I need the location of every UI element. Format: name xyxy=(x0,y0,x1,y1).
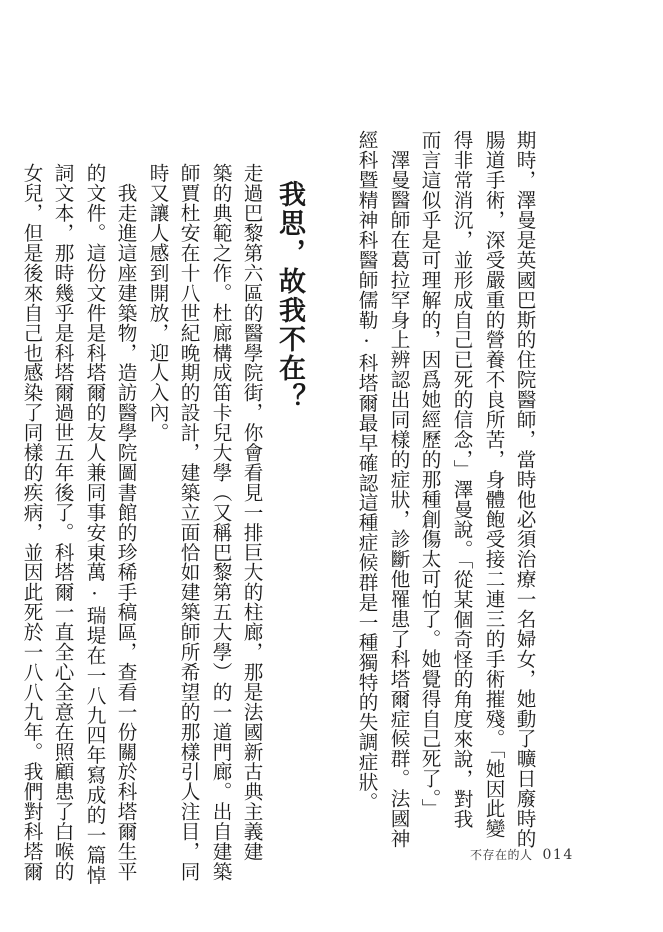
text-column: 我走進這座建築物，造訪醫學院圖書館的珍稀手稿區，查看一份關於科塔爾生平 xyxy=(114,163,137,882)
text-column: 腸道手術，深受嚴重的營養不良所苦，身體飽受接二連三的手術摧殘。「她因此變 xyxy=(482,130,505,839)
text-column: 的文件。這份文件是科塔爾的友人兼同事安東萬·瑞堤在一八九四年寫成的一篇悼 xyxy=(83,163,106,885)
page-footer xyxy=(470,846,574,863)
text-column: 走過巴黎第六區的醫學院街，你會看見一排巨大的柱廊，那是法國新古典主義建 xyxy=(240,163,263,862)
text-column: 澤曼醫師在葛拉罕身上辨認出同樣的症狀，診斷他罹患了科塔爾症候群。法國神 xyxy=(387,130,410,849)
section-heading: 我思，故我不在？ xyxy=(274,180,305,412)
text-column: 詞文本，那時幾乎是科塔爾過世五年後了。科塔爾一直全心全意在照顧患了白喉的 xyxy=(51,163,74,882)
text-column: 而言這似乎是可理解的，因爲她經歷的那種創傷太可怕了。她覺得自己死了。」 xyxy=(418,130,441,819)
text-column: 期時，澤曼是英國巴斯的住院醫師，當時他必須治療一名婦女，她動了曠日廢時的 xyxy=(513,130,536,849)
text-column: 得非常消沉，並形成自己已死的信念，」澤曼說。「從某個奇怪的角度來說，對我 xyxy=(450,130,473,829)
text-column: 築的典範之作。杜廊構成笛卡兒大學（又稱巴黎第五大學）的一道門廊。出自建築 xyxy=(209,163,232,882)
running-title: 不存在的人 xyxy=(470,848,533,862)
text-column: 經科暨精神科醫師儒勒·科塔爾最早確認這種症候群是一種獨特的失調症狀。 xyxy=(355,130,378,812)
text-column: 師賈杜安在十八世紀晚期的設計，建築立面恰如建築師所希望的那樣引人注目，同 xyxy=(177,163,200,882)
text-column: 女兒，但是後來自己也感染了同樣的疾病，並因此死於一八八九年。我們對科塔爾 xyxy=(20,163,43,882)
text-column: 時又讓人感到開放，迎人入內。 xyxy=(146,163,169,443)
page-number: 014 xyxy=(542,847,574,863)
